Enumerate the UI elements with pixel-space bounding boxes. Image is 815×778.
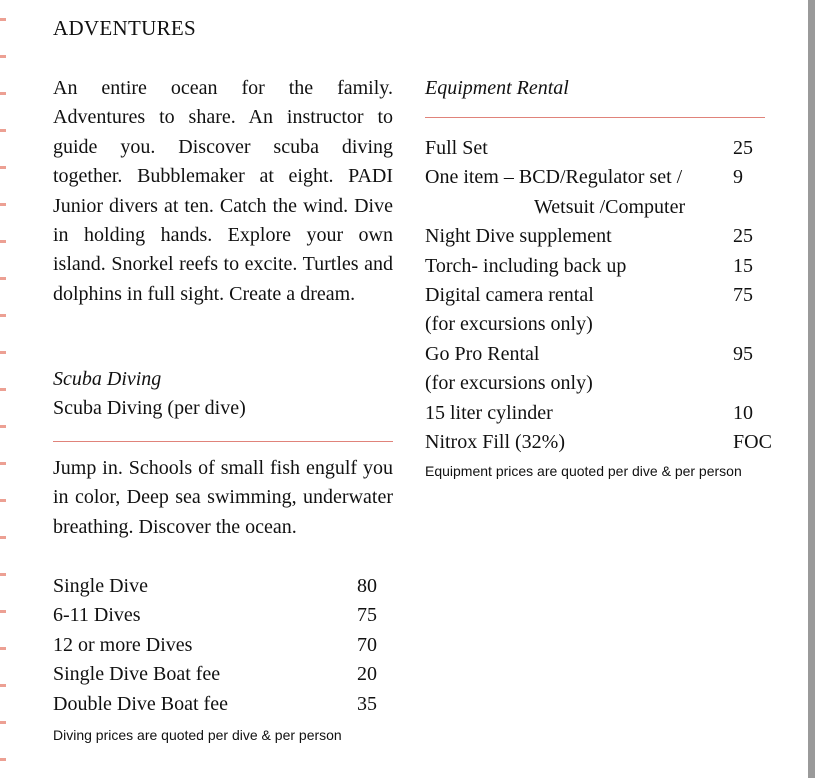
price-item-value: 80 bbox=[357, 575, 377, 597]
equipment-row bbox=[425, 428, 777, 457]
equipment-row bbox=[425, 310, 777, 339]
equipment-row bbox=[425, 340, 777, 369]
equipment-item-name: Night Dive supplement bbox=[425, 225, 612, 248]
equipment-item-name: Nitrox Fill (32%) bbox=[425, 430, 565, 453]
equipment-item-value: 25 bbox=[733, 225, 753, 248]
equipment-item-name: Full Set bbox=[425, 137, 488, 159]
scrollbar[interactable] bbox=[808, 0, 815, 778]
equipment-item-name: One item – BCD/Regulator set / bbox=[425, 166, 683, 189]
price-item-name: Double Dive Boat fee bbox=[53, 692, 228, 715]
equipment-item-name: (for excursions only) bbox=[425, 372, 593, 395]
equipment-item-name: (for excursions only) bbox=[425, 313, 593, 336]
equipment-item-name: Go Pro Rental bbox=[425, 342, 540, 365]
scuba-section-subtitle: Scuba Diving (per dive) bbox=[53, 397, 246, 419]
price-item-name: Single Dive Boat fee bbox=[53, 663, 221, 686]
equipment-item-name: Torch- including back up bbox=[425, 254, 627, 277]
equipment-item-value bbox=[733, 369, 777, 398]
price-row bbox=[53, 690, 393, 719]
equipment-item-value: 9 bbox=[733, 166, 743, 189]
equipment-item-value: 10 bbox=[733, 401, 753, 424]
diving-price-note: Diving prices are quoted per dive & per person bbox=[53, 727, 342, 743]
equipment-price-note: Equipment prices are quoted per dive & per person bbox=[425, 463, 742, 479]
price-row bbox=[53, 572, 393, 601]
equipment-item-value: 95 bbox=[733, 342, 753, 365]
divider-right bbox=[425, 117, 765, 118]
page-title: ADVENTURES bbox=[53, 16, 196, 40]
equipment-row bbox=[425, 252, 777, 281]
scuba-description: Jump in. Schools of small fish engulf you in color, Deep sea swimming, underwater breathing. Discover the ocean. bbox=[53, 457, 393, 538]
divider-left bbox=[53, 441, 393, 442]
equipment-row bbox=[425, 134, 777, 163]
scuba-price-list bbox=[53, 572, 393, 719]
equipment-row bbox=[425, 193, 777, 222]
equipment-row bbox=[425, 163, 777, 192]
equipment-item-value: 15 bbox=[733, 254, 753, 277]
price-row bbox=[53, 601, 393, 630]
equipment-item-value: 25 bbox=[733, 137, 753, 159]
equipment-section-title: Equipment Rental bbox=[425, 77, 569, 99]
equipment-price-list bbox=[425, 134, 777, 457]
equipment-row bbox=[425, 222, 777, 251]
price-item-name: Single Dive bbox=[53, 575, 148, 597]
equipment-item-name: Digital camera rental bbox=[425, 283, 594, 306]
price-item-name: 6-11 Dives bbox=[53, 604, 141, 627]
equipment-item-name: 15 liter cylinder bbox=[425, 401, 553, 424]
equipment-row bbox=[425, 399, 777, 428]
equipment-row bbox=[425, 281, 777, 310]
price-item-name: 12 or more Dives bbox=[53, 633, 193, 656]
price-item-value: 20 bbox=[357, 663, 377, 686]
intro-paragraph: An entire ocean for the family. Adventures to share. An instructor to guide you. Discover scuba diving together. Bubblemaker at eight. PADI Junior divers at ten. Catch the wind. Dive in holding hands. Explore your own island. Snorkel reefs to excite. Turtles and dolphins in full sight. Create a dream. bbox=[53, 77, 393, 305]
equipment-item-value bbox=[733, 310, 777, 339]
price-row bbox=[53, 631, 393, 660]
scuba-section-title: Scuba Diving bbox=[53, 368, 162, 390]
equipment-item-value bbox=[733, 193, 777, 222]
price-item-value: 75 bbox=[357, 604, 377, 627]
price-row bbox=[53, 660, 393, 689]
equipment-item-name: Wetsuit /Computer bbox=[534, 195, 686, 218]
equipment-row bbox=[425, 369, 777, 398]
price-item-value: 70 bbox=[357, 633, 377, 656]
equipment-item-value: FOC bbox=[733, 430, 772, 453]
equipment-item-value: 75 bbox=[733, 283, 753, 306]
page-edge-decoration bbox=[0, 0, 6, 778]
price-item-value: 35 bbox=[357, 692, 377, 715]
